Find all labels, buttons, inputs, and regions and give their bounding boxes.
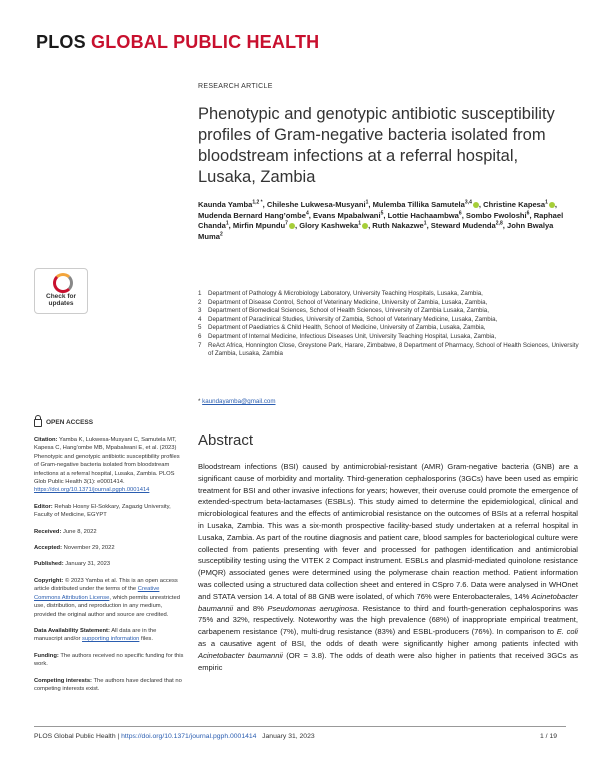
author: Sombo Fwoloshi$^6$ [465, 209, 530, 220]
check-for-updates-badge[interactable] [34, 268, 88, 314]
article-type: RESEARCH ARTICLE [198, 83, 273, 90]
funding: Funding: The authors received no specific funding for this work. [34, 652, 184, 668]
author: Evans Mpabalwani$^5$ [313, 209, 384, 220]
journal-plos: PLOS [36, 32, 86, 52]
author: Mirfin Mpundu$^7$ [233, 221, 295, 230]
footer-divider [34, 726, 566, 727]
affiliation-item: 1 Department of Pathology & Microbiology Laboratory, University Teaching Hospitals, Lusaka, Zambia, [198, 290, 483, 297]
email-link[interactable]: kaundayamba@gmail.com [202, 398, 276, 405]
open-lock-icon [34, 419, 42, 427]
author: Steward Mudenda$^{2,8}$ [430, 220, 503, 230]
abstract-heading: Abstract [198, 432, 254, 449]
copyright: Copyright: © 2023 Yamba et al. This is an open access article distributed under the terms of the Creative Commons Attribution License, which permits unrestricted use, distribution, and reproduction in any medium, provided the original author and source are credited. [34, 577, 180, 618]
received: Received: June 8, 2022 [34, 528, 97, 535]
competing-interests: Competing interests: The authors have declared that no competing interests exist. [34, 677, 182, 692]
article-info-sidebar [34, 436, 184, 701]
citation: Citation: Yamba K, Lukwesa-Musyani C, Samutela MT, Kapesa C, Hang’ombe MB, Mpabalwani E, et al. (2023) Phenotypic and genotypic antibiotic susceptibility profiles of Gram-negative bacteria isolated from bloodstream infections at a referral hospital, Lusaka, Zambia. PLOS Glob Public Health 3(1): e0001414. https://doi.org/10.1371/journal.pgph.0001414 [34, 437, 180, 494]
citation-doi-link[interactable]: https://doi.org/10.1371/journal.pgph.0001414 [34, 487, 150, 494]
author-list: Kaunda Yamba$^{1,2 *}$, Chileshe Lukwesa-Musyani$^1$, Mulemba Tillika Samutela$^{3,4}$ , Christine Kapesa$^1$ , Mudenda Bernard Hang’ombe$^4$, Evans Mpabalwani$^5$, Lottie Hachaambwa$^6$, Sombo Fwoloshi$^6$, Raphael Chanda$^1$, Mirfin Mpundu$^7$ , Glory Kashweka$^1$ , Ruth Nakazwe$^1$, Steward Mudenda$^{2,8}$, John Bwalya Muma$^2$ [198, 199, 564, 241]
journal-masthead [36, 32, 319, 53]
author: Kaunda Yamba$^{1,2 *}$ [198, 199, 263, 209]
orcid-icon[interactable] [362, 223, 368, 229]
author: Raphael Chanda$^1$ [198, 210, 564, 230]
author: Chileshe Lukwesa-Musyani$^1$ [266, 199, 369, 209]
author: Lottie Hachaambwa$^6$ [387, 209, 462, 220]
abstract-body: Bloodstream infections (BSI) caused by antimicrobial-resistant (AMR) Gram-negative bacteria (GNB) are a significant cause of morbidity and mortality. Third-generation cephalosporins (3GCs) have been used as empiric treatment for BSI and other invasive infections for years; however, their overuse could promote the emergence of extended-spectrum beta-lactamases (ESBLs). This study aimed to determine the epidemiological, clinical and microbiological features and the effects of antimicrobial resistance on the outcomes of BSIs at a referral hospital in Lusaka, Zambia. This was a six-month prospective facility-based study undertaken at a referral hospital in Lusaka, Zambia. As part of the routine diagnosis and patient care, blood samples for bacteriological culture were collected from patients presenting with fever and processed for pathogen identification and antimicrobial susceptibility testing using the VITEK 2 Compact instrument. ESBLs and plasmid-mediated quinolone resistance (PMQR) associated genes were determined using the polymerase chain reaction method. Patient information was collected using a structured data collection sheet and entered in CSpro 7.6. Data were analysed in WHOnet and STATA version 14. A total of 88 GNB were isolated, of which 76% were Enterobacterales, 14% Acinetobacter baumannii and 8% Pseudomonas aeruginosa. Resistance to third and fourth-generation cephalosporins was 75% and 32%, respectively. Noteworthy was the high prevalence (68%) of inappropriate empirical treatment, carbapenem resistance (7%), multi-drug resistance (83%) and ESBL-producers (76%). In comparison to E. coli as a causative agent of BSI, the odds of death were significantly higher among patients infected with Acinetobacter baumannii (OR = 3.8). The odds of death were also higher in patients that received 3GCs as empiric [198, 462, 578, 672]
affiliations [198, 290, 580, 359]
accepted: Accepted: November 29, 2022 [34, 545, 115, 552]
orcid-icon[interactable] [473, 202, 479, 208]
page-footer: PLOS Global Public Health | https://doi.org/10.1371/journal.pgph.0001414 January 31, 2023 [34, 733, 315, 740]
footer-doi-link[interactable]: https://doi.org/10.1371/journal.pgph.0001414 [121, 733, 257, 740]
author: Ruth Nakazwe$^1$ [372, 220, 427, 230]
update-ring-icon [53, 273, 73, 293]
page-number: 1 / 19 [540, 733, 558, 740]
affiliation-item: 2 Department of Disease Control, School of Veterinary Medicine, University of Zambia, Lusaka, Zambia, [198, 298, 488, 306]
orcid-icon[interactable] [549, 202, 555, 208]
affiliation-item: 5 Department of Paediatrics & Child Health, School of Medicine, University of Zambia, Lusaka, Zambia, [198, 324, 486, 332]
editor: Editor: Rehab Hosny El-Sokkary, Zagazig University, Faculty of Medicine, EGYPT [34, 503, 171, 519]
orcid-icon[interactable] [289, 223, 295, 229]
author: John Bwalya Muma$^2$ [198, 221, 554, 241]
open-access-label: OPEN ACCESS [34, 418, 93, 426]
affiliation-item: 4 Department of Paraclinical Studies, University of Zambia, School of Veterinary Medicine, Lusaka, Zambia, [198, 315, 498, 323]
affiliation-item: 7 ReAct Africa, Honnington Close, Greystone Park, Harare, Zimbabwe, 8 Department of Pharmacy, School of Health Sciences, University of Zambia, Lusaka, Zambia [198, 341, 579, 358]
journal-name: GLOBAL PUBLIC HEALTH [91, 32, 320, 52]
author: Christine Kapesa$^1$ [483, 200, 555, 209]
correspondence: * kaundayamba@gmail.com [198, 398, 276, 405]
author: Glory Kashweka$^1$ [299, 221, 368, 230]
affiliation-item: 3 Department of Biomedical Sciences, School of Health Sciences, University of Zambia Lusaka, Zambia, [198, 307, 489, 315]
article-title: Phenotypic and genotypic antibiotic susceptibility profiles of Gram-negative bacteria isolated from bloodstream infections at a referral hospital, Lusaka, Zambia [198, 105, 555, 186]
check-updates-label: Check for updates [46, 293, 76, 307]
author: Mulemba Tillika Samutela$^{3,4}$ [373, 200, 479, 209]
author: Mudenda Bernard Hang’ombe$^4$ [198, 209, 309, 220]
supporting-info-link[interactable]: supporting information [82, 636, 140, 643]
license-link[interactable]: Creative Commons Attribution License [34, 586, 160, 601]
data-availability: Data Availability Statement: All data are in the manuscript and/or supporting information files. [34, 627, 157, 643]
affiliation-item: 6 Department of Internal Medicine, Infectious Diseases Unit, University Teaching Hospital, Lusaka, Zambia, [198, 332, 497, 340]
published: Published: January 31, 2023 [34, 561, 111, 568]
